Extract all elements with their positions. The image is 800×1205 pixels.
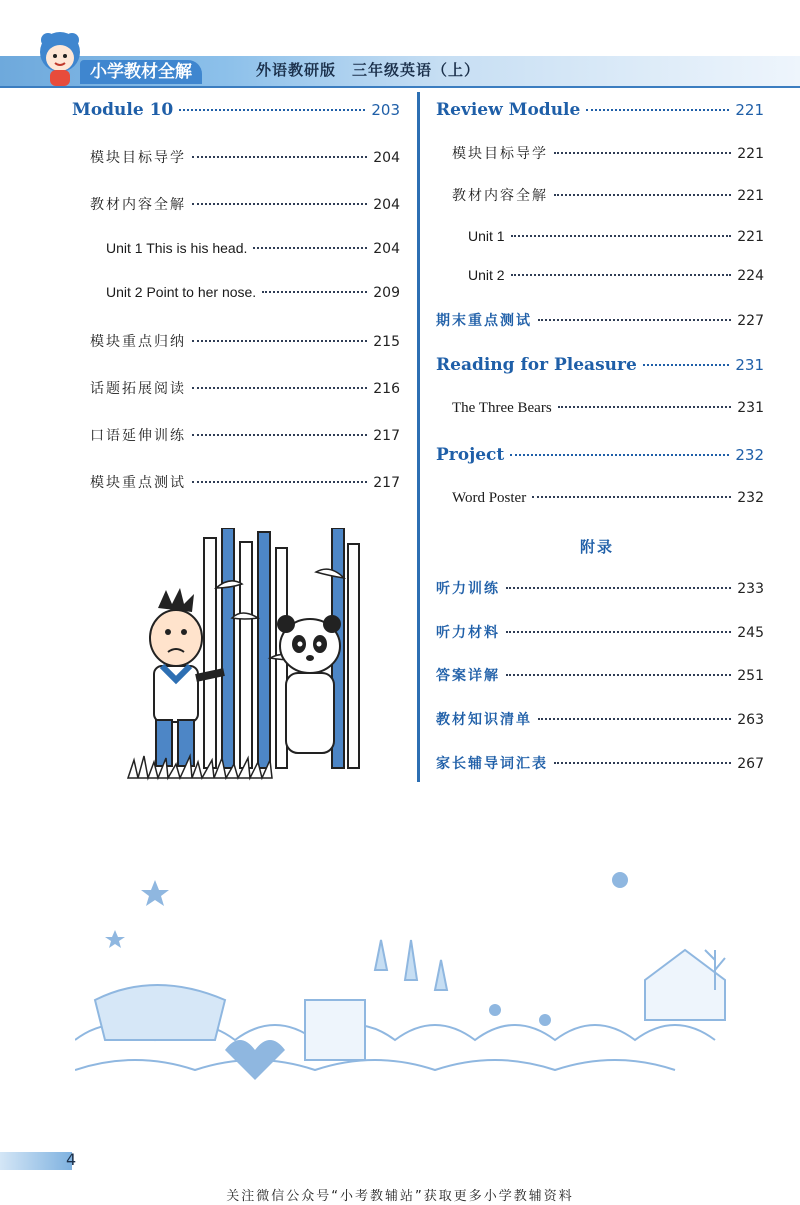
footer-note: 关注微信公众号“小考教辅站”获取更多小学教辅资料 bbox=[226, 1189, 574, 1204]
toc-page: 263 bbox=[737, 712, 764, 728]
toc-entry[interactable] bbox=[106, 240, 400, 257]
page-number: 4 bbox=[66, 1150, 77, 1169]
toc-label: 教材内容全解 bbox=[90, 197, 186, 213]
toc-entry[interactable] bbox=[90, 194, 400, 214]
toc-label: Review Module bbox=[436, 100, 581, 120]
dot-leader bbox=[262, 291, 367, 293]
toc-entry-appendix[interactable] bbox=[436, 753, 764, 773]
dot-leader bbox=[532, 496, 731, 498]
dot-leader bbox=[253, 247, 367, 249]
toc-label: 教材内容全解 bbox=[452, 188, 548, 204]
dot-leader bbox=[554, 194, 731, 196]
dot-leader bbox=[554, 762, 731, 764]
toc-entry-project[interactable] bbox=[436, 445, 764, 465]
toc-label: Unit 2 bbox=[468, 267, 505, 283]
toc-page: 251 bbox=[737, 668, 764, 684]
toc-page: 224 bbox=[737, 268, 764, 284]
toc-entry[interactable] bbox=[452, 490, 764, 507]
dot-leader bbox=[192, 156, 367, 158]
dot-leader bbox=[506, 631, 731, 633]
toc-entry-appendix[interactable] bbox=[436, 709, 764, 729]
toc-label: Word Poster bbox=[452, 490, 527, 506]
toc-entry[interactable] bbox=[436, 310, 764, 330]
dot-leader bbox=[511, 274, 732, 276]
dot-leader bbox=[643, 364, 730, 366]
dot-leader bbox=[538, 718, 731, 720]
toc-entry[interactable] bbox=[90, 147, 400, 167]
toc-label: 口语延伸训练 bbox=[90, 428, 186, 444]
toc-entry-appendix[interactable] bbox=[436, 578, 764, 598]
toc-page: 245 bbox=[737, 625, 764, 641]
toc-page: 231 bbox=[735, 356, 764, 374]
appendix-title: 附录 bbox=[580, 538, 615, 556]
toc-entry-module-10[interactable] bbox=[72, 100, 400, 120]
toc-page: 221 bbox=[737, 188, 764, 204]
toc-page: 267 bbox=[737, 756, 764, 772]
dot-leader bbox=[558, 406, 732, 408]
dot-leader bbox=[192, 434, 367, 436]
cartoon-illustration bbox=[118, 528, 368, 783]
toc-label: The Three Bears bbox=[452, 400, 552, 416]
toc-page: 227 bbox=[737, 313, 764, 329]
page-number-bar bbox=[0, 1152, 72, 1170]
toc-label: 家长辅导词汇表 bbox=[436, 756, 548, 772]
toc-page: 204 bbox=[373, 150, 400, 166]
toc-page: 232 bbox=[735, 446, 764, 464]
edition-title: 外语教研版 三年级英语（上） bbox=[256, 61, 481, 79]
toc-label: 模块重点测试 bbox=[90, 475, 186, 491]
toc-page: 204 bbox=[373, 197, 400, 213]
toc-entry[interactable] bbox=[452, 143, 764, 163]
dot-leader bbox=[554, 152, 731, 154]
toc-entry-appendix[interactable] bbox=[436, 622, 764, 642]
dot-leader bbox=[192, 340, 367, 342]
toc-label: 听力训练 bbox=[436, 581, 500, 597]
toc-entry-appendix[interactable] bbox=[436, 665, 764, 685]
toc-entry[interactable] bbox=[452, 185, 764, 205]
toc-label: 答案详解 bbox=[436, 668, 500, 684]
toc-entry[interactable] bbox=[90, 331, 400, 351]
toc-entry-reading-for-pleasure[interactable] bbox=[436, 355, 764, 375]
decorative-footer-art bbox=[75, 850, 765, 1100]
toc-label: Reading for Pleasure bbox=[436, 355, 637, 375]
dot-leader bbox=[506, 587, 731, 589]
book-title: 小学教材全解 bbox=[80, 60, 202, 84]
dot-leader bbox=[538, 319, 731, 321]
toc-label: 模块目标导学 bbox=[90, 150, 186, 166]
toc-page: 231 bbox=[737, 400, 764, 416]
toc-label: Unit 1 bbox=[468, 228, 505, 244]
toc-entry[interactable] bbox=[90, 425, 400, 445]
toc-label: 期末重点测试 bbox=[436, 313, 532, 329]
dot-leader bbox=[179, 109, 365, 111]
dot-leader bbox=[586, 109, 729, 111]
toc-label: Unit 1 This is his head. bbox=[106, 240, 248, 256]
toc-label: Module 10 bbox=[72, 100, 174, 120]
toc-page: 217 bbox=[373, 428, 400, 444]
toc-label: Unit 2 Point to her nose. bbox=[106, 284, 257, 300]
toc-page: 217 bbox=[373, 475, 400, 491]
toc-entry[interactable] bbox=[468, 228, 764, 245]
toc-page: 221 bbox=[737, 146, 764, 162]
toc-page: 204 bbox=[373, 241, 400, 257]
toc-label: 模块目标导学 bbox=[452, 146, 548, 162]
toc-entry[interactable] bbox=[90, 472, 400, 492]
toc-page: 233 bbox=[737, 581, 764, 597]
toc-entry[interactable] bbox=[468, 267, 764, 284]
toc-page: 221 bbox=[737, 229, 764, 245]
dot-leader bbox=[192, 203, 367, 205]
dot-leader bbox=[510, 454, 729, 456]
toc-page: 232 bbox=[737, 490, 764, 506]
toc-label: 话题拓展阅读 bbox=[90, 381, 186, 397]
toc-page: 216 bbox=[373, 381, 400, 397]
toc-page: 215 bbox=[373, 334, 400, 350]
dot-leader bbox=[506, 674, 731, 676]
toc-page: 221 bbox=[735, 101, 764, 119]
column-divider bbox=[417, 92, 420, 782]
dot-leader bbox=[192, 387, 367, 389]
dot-leader bbox=[511, 235, 732, 237]
toc-label: 听力材料 bbox=[436, 625, 500, 641]
toc-label: 教材知识清单 bbox=[436, 712, 532, 728]
toc-page: 209 bbox=[373, 285, 400, 301]
toc-label: 模块重点归纳 bbox=[90, 334, 186, 350]
toc-label: Project bbox=[436, 445, 505, 465]
toc-page: 203 bbox=[371, 101, 400, 119]
toc-entry-review-module[interactable] bbox=[436, 100, 764, 120]
dot-leader bbox=[192, 481, 367, 483]
toc-entry[interactable] bbox=[452, 400, 764, 417]
toc-entry[interactable] bbox=[106, 284, 400, 301]
toc-entry[interactable] bbox=[90, 378, 400, 398]
